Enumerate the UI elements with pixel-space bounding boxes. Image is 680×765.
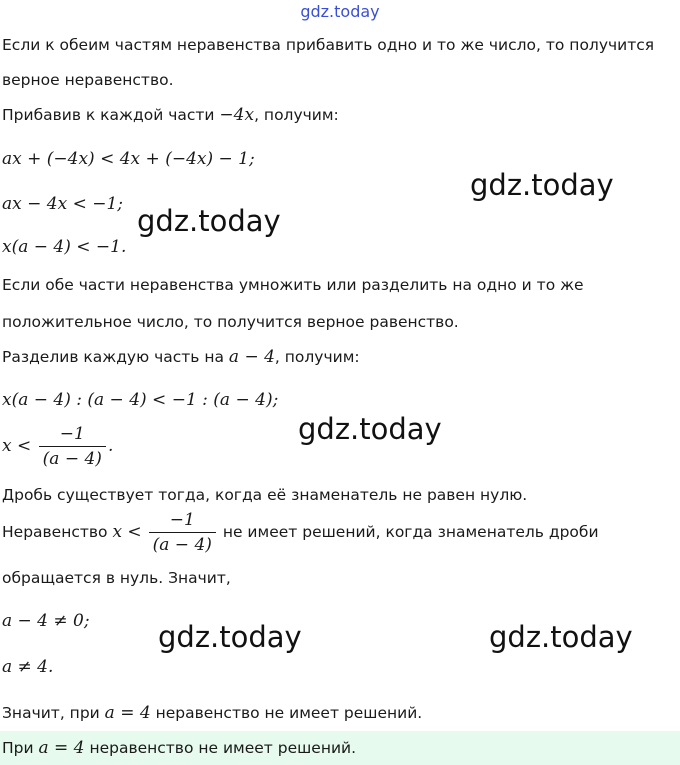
paragraph-10-text-b: неравенство не имеет решений. xyxy=(150,704,423,722)
answer-math: a = 4 xyxy=(38,738,85,758)
paragraph-10 xyxy=(2,703,422,723)
paragraph-6-text-b: , получим: xyxy=(274,348,360,366)
paragraph-8-numerator: −1 xyxy=(149,510,216,533)
answer-text-b: неравенство не имеет решений. xyxy=(84,739,357,757)
equation-5-numerator: −1 xyxy=(39,424,106,447)
paragraph-8-text-b: не имеет решений, когда знаменатель дроби xyxy=(217,523,599,541)
watermark-top: gdz.today xyxy=(300,2,380,21)
paragraph-7: Дробь существует тогда, когда её знаменатель не равен нулю. xyxy=(2,486,528,504)
paragraph-8-lhs: x < xyxy=(112,522,142,542)
paragraph-6 xyxy=(2,347,360,367)
equation-5-lhs: x < xyxy=(2,436,32,456)
paragraph-8 xyxy=(2,510,599,555)
answer-line xyxy=(2,738,356,758)
paragraph-10-text-a: Значит, при xyxy=(2,704,105,722)
watermark: gdz.today xyxy=(489,620,633,654)
equation-6: a − 4 ≠ 0; xyxy=(2,611,90,631)
paragraph-2: верное неравенство. xyxy=(2,71,174,89)
equation-1: ax + (−4x) < 4x + (−4x) − 1; xyxy=(2,149,255,169)
paragraph-3 xyxy=(2,105,339,125)
equation-3: x(a − 4) < −1. xyxy=(2,237,127,257)
paragraph-3-math: −4x xyxy=(219,105,255,125)
paragraph-5: положительное число, то получится верное равенство. xyxy=(2,313,459,331)
paragraph-8-fraction xyxy=(149,510,216,555)
equation-5-end: . xyxy=(107,436,114,456)
paragraph-9: обращается в нуль. Значит, xyxy=(2,569,231,587)
equation-2: ax − 4x < −1; xyxy=(2,194,124,214)
watermark: gdz.today xyxy=(470,168,614,202)
equation-5-fraction xyxy=(39,424,106,469)
paragraph-4: Если обе части неравенства умножить или разделить на одно и то же xyxy=(2,276,584,294)
paragraph-6-text-a: Разделив каждую часть на xyxy=(2,348,229,366)
paragraph-3-text-a: Прибавив к каждой части xyxy=(2,106,220,124)
paragraph-3-text-b: , получим: xyxy=(254,106,339,124)
paragraph-6-math: a − 4 xyxy=(228,347,275,367)
answer-text-a: При xyxy=(2,739,39,757)
watermark: gdz.today xyxy=(298,412,442,446)
equation-5-denominator: (a − 4) xyxy=(42,449,102,469)
equation-7: a ≠ 4. xyxy=(2,657,54,677)
paragraph-8-denominator: (a − 4) xyxy=(152,535,212,555)
paragraph-1: Если к обеим частям неравенства прибавить одно и то же число, то получится xyxy=(2,36,655,54)
paragraph-10-math: a = 4 xyxy=(104,703,151,723)
paragraph-8-text-a: Неравенство xyxy=(2,523,113,541)
equation-5 xyxy=(2,424,113,469)
watermark: gdz.today xyxy=(137,204,281,238)
watermark: gdz.today xyxy=(158,620,302,654)
equation-4: x(a − 4) : (a − 4) < −1 : (a − 4); xyxy=(2,390,279,410)
